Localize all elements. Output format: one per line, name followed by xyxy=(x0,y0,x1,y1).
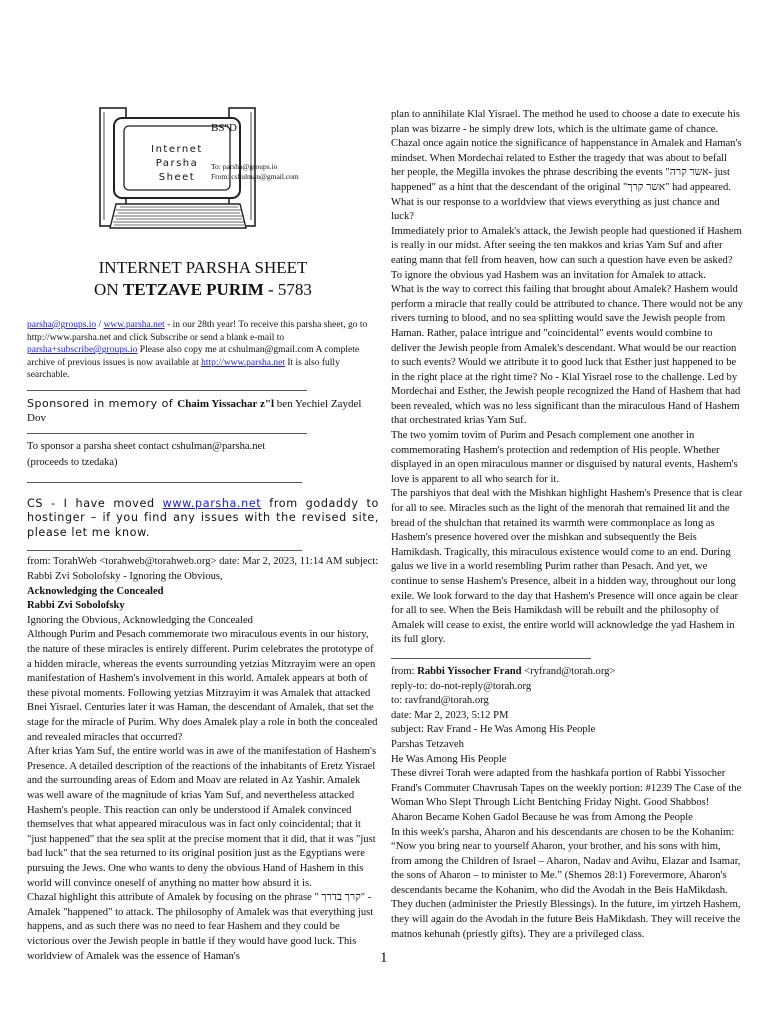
tzedaka-note: (proceeds to tzedaka) xyxy=(27,456,118,468)
web-link[interactable]: www.parsha.net xyxy=(103,320,165,330)
email-link[interactable]: parsha@groups.io xyxy=(27,320,97,330)
masthead xyxy=(27,100,379,245)
paragraph: The parshiyos that deal with the Mishkan highlight Hashem's Presence that is clear for all to see. Miracles such as the light of the menorah that remained lit and the bread of the shulchan that retained its warmth were commonplace as long as Hashem's presence hovered over the mishkan and subsequently the Beis Hamikdash. Tragically, this miraculous existence would come to an end. During galus we live in a world resembling Purim rather than Pesach. And yet, we continue to sense Hashem's Presence, albeit in a hidden way, throughout our long exile. We look forward to the day that Hashem's Presence will once again be clear for all to see. When the Beis Hamikdash will be rebuilt and the philosophy of Amalek will cease to exist, the entire world will acknowledge the yad Hashem in its full glory. xyxy=(391,488,743,646)
article-1-author: Rabbi Zvi Sobolofsky xyxy=(27,600,125,612)
logo-text-line-1: Internet xyxy=(151,144,203,155)
page-number: 1 xyxy=(380,950,388,966)
title-parsha: TETZAVE PURIM xyxy=(122,280,264,299)
subscribe-link[interactable]: parsha+subscribe@groups.io xyxy=(27,345,138,356)
sponsor-contact: To sponsor a parsha sheet contact cshulman@parsha.net xyxy=(27,440,266,452)
page-title xyxy=(27,257,379,301)
paragraph: These divrei Torah were adapted from the hashkafa portion of Rabbi Yissocher Frand's Commuter Chavrusah Tapes on the weekly portion: #1239 The Case of the Woman Who Slept Through Licht Bentching Friday Night. Good Shabbos! xyxy=(391,768,742,809)
left-column xyxy=(27,100,379,964)
article-2-line: He Was Among His People xyxy=(391,753,507,765)
paragraph: Immediately prior to Amalek's attack, the Jewish people had questioned if Hashem is really in our midst. After seeing the ten makkos and krias Yam Suf and after eating mann that fell from heaven, how can such a question have even be asked? To ignore the obvious yad Hashem was an invitation for Amalek to attack. xyxy=(391,225,742,281)
cs-note: CS - I have moved www.parsha.net from godaddy to hostinger – if you find any issues with the revised site, please let me know. xyxy=(27,496,379,539)
paragraph: The two yomim tovim of Purim and Pesach complement one another in commemorating Hashem's protection and redemption of His people. Whether displayed in an open miraculous manner or disguised by natural events, Hashem's love is apparent to all who search for it. xyxy=(391,430,738,485)
article-1-title: Ignoring the Obvious, Acknowledging the Concealed xyxy=(27,614,253,626)
article-2-to: to: ravfrand@torah.org xyxy=(391,695,489,707)
logo-text-line-2: Parsha xyxy=(155,158,199,169)
article-1 xyxy=(27,555,379,964)
paragraph: Although Purim and Pesach commemorate two miraculous events in our history, the nature of these miracles is entirely different. Purim celebrates the prototype of a hidden miracle, whereas the events surrounding yetzias Mitzrayim were an open manifestation of Hashem's involvement in this world. Amalek appears at both of these pivotal moments. Following yetzias Mitzrayim it was Amalek that attacked Bnei Yisrael. Centuries later it was Haman, the descendant of Amalek, that set the stage for the miracle of Purim. Why does Amalek play a role in both the concealed and revealed miracles that occurred? xyxy=(27,629,378,743)
article-2-reply-to: reply-to: do-not-reply@torah.org xyxy=(391,680,532,692)
divider xyxy=(391,658,591,659)
divider xyxy=(27,550,302,551)
archive-link[interactable]: http://www.parsha.net xyxy=(201,357,285,368)
site-link[interactable]: www.parsha.net xyxy=(162,496,262,510)
article-1-header: from: TorahWeb <torahweb@torahweb.org> date: Mar 2, 2023, 11:14 AM subject: Rabbi Zvi Sobolofsky - Ignoring the Obvious, xyxy=(27,556,379,583)
paragraph: In this week's parsha, Aharon and his descendants are chosen to be the Kohanim: “Now you bring near to yourself Aharon, your brother, and his sons with him, from among the Children of Israel – Aharon, Nadav and Avihu, Elazar and Isamar, the sons of Aharon – to minister to Me.” (Shemos 28:1) Forevermore, Aharon's descendants became the Kohanim, who did the Avodah in the Beis HaMikdash. They duchen (administer the Priestly Blessings). In the future, im yirtzeh Hashem, they will again do the Avodah in the future Beis HaMikdash. They will receive the matnos kehunah (priestly gifts). They are a privileged class. xyxy=(391,826,741,940)
to-from-block xyxy=(211,162,299,182)
title-line-2: ON TETZAVE PURIM - 5783 xyxy=(94,280,312,299)
divider xyxy=(27,433,307,434)
divider xyxy=(27,390,307,391)
title-line-1: INTERNET PARSHA SHEET xyxy=(98,258,308,277)
logo-text-line-3: Sheet xyxy=(158,172,196,183)
article-2-from: from: Rabbi Yissocher Frand <ryfrand@torah.org> xyxy=(391,665,616,677)
article-2-subject: subject: Rav Frand - He Was Among His People xyxy=(391,724,596,736)
article-2-date: date: Mar 2, 2023, 5:12 PM xyxy=(391,709,509,721)
intro-paragraph: parsha@groups.io / www.parsha.net - in our 28th year! To receive this parsha sheet, go to http://www.parsha.net and click Subscribe or send a blank e-mail to parsha+subscribe@groups.io Please also copy me at cshulman@gmail.com A complete archive of previous issues is now available at http://www.parsha.net It is also fully searchable. xyxy=(27,320,368,381)
to-line: To: parsha@groups.io xyxy=(211,162,278,171)
sponsor-line: Sponsored in memory of Chaim Yissachar z"l ben Yechiel Zaydel Dov xyxy=(27,396,362,424)
right-column xyxy=(391,108,743,942)
article-2-line: Parshas Tetzaveh xyxy=(391,738,464,750)
paragraph: plan to annihilate Klal Yisrael. The method he used to choose a date to execute his plan was bizarre - he simply drew lots, which is the ultimate game of chance. Chazal once again notice the significance of happenstance in Amalek and Haman's mindset. When Mordechai related to Esther the tragedy that was about to befall her people, the Megilla invokes the phrase describing the events "אשר קרה- just happened" as a hint that the descendant of the original "אשר קרך" had appeared. What is our response to a worldview that views everything as just chance and luck? xyxy=(391,109,742,223)
paragraph: What is the way to correct this failing that brought about Amalek? Hashem would perform a miracle that really could be attributed to chance. There would not be any rivers turning to blood, and no sea splitting would save the Jewish people from Haman. Rather, palace intrigue and "coincidental" events would combine to deliver the Jewish people from Amalek's descendant. What would be our reaction to such events? Would we attribute it to good luck that Esther just happened to be in the right place at the right time? No - Klal Yisrael rose to the challenge. Led by Mordechai and Esther, the Jewish people recognized the Hand of Hashem that had been revealed, which was no less significant than the miraculous Hand of Hashem that orchestrated krias Yam Suf. xyxy=(391,284,743,427)
paragraph: Aharon Became Kohen Gadol Because he was from Among the People xyxy=(391,811,693,823)
paragraph: After krias Yam Suf, the entire world was in awe of the manifestation of Hashem's Presence. A detailed description of the reactions of the inhabitants of Eretz Yisrael and the surrounding areas of Edom and Moav are related in Az Yashir. Amalek was well aware of the magnitude of krias Yam Suf, and nevertheless attacked Hashem's people. This reaction can only be understood if Amalek convinced themselves that what appeared miraculous was in fact only coincidental; that it "just happened" that the sea split at the precise moment that it did, that it was "just bad luck" that the sea returned to its original position just as the Egyptians were pursuing the Jews. One who wants to deny the obvious Hand of Hashem in this world will convince oneself of anything no matter how absurd it is. xyxy=(27,746,377,889)
paragraph: Chazal highlight this attribute of Amalek by focusing on the phrase " קרך בדרך" - Amalek "happened" to attack. The philosophy of Amalek was that everything just happens, and as such there was no need to fear Hashem and they could be victorious over the Jewish people in battle if they would have good luck. This worldview of Amalek was the essence of Haman's xyxy=(27,892,374,962)
article-1-heading: Acknowledging the Concealed xyxy=(27,585,164,597)
from-line: From: cshulman@gmail.com xyxy=(211,172,299,181)
bsd-label: BS"D xyxy=(211,122,237,134)
divider xyxy=(27,482,302,483)
